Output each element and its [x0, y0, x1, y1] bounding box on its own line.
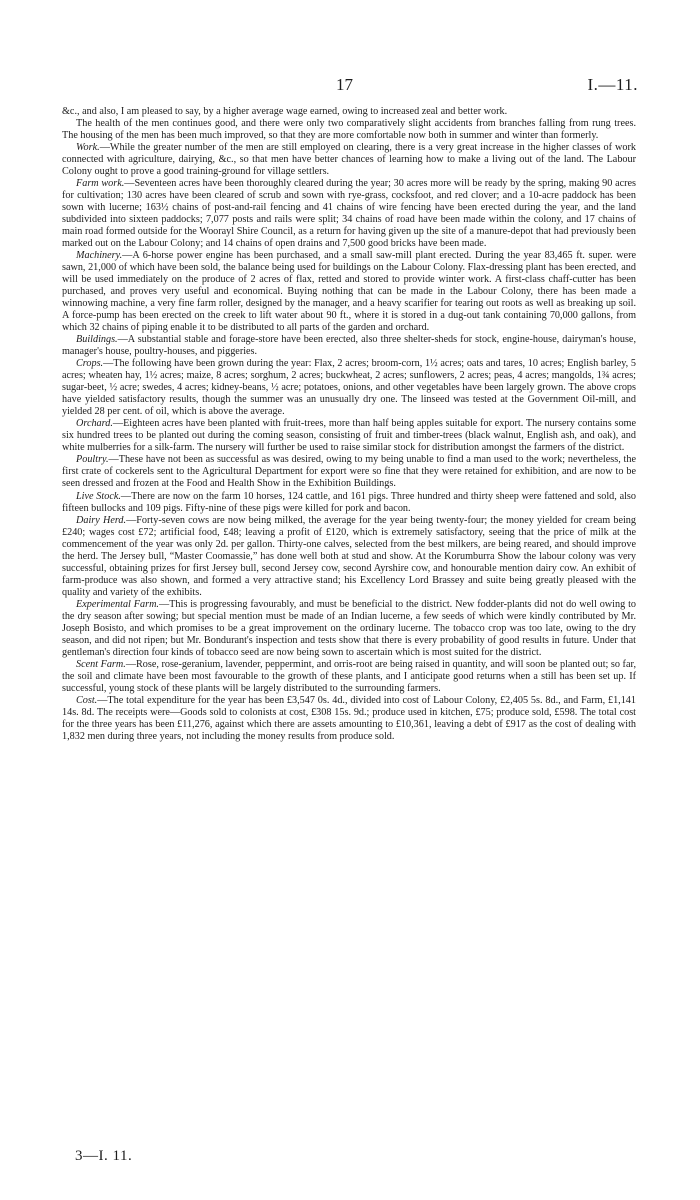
paragraph-farm-work: Farm work.—Seventeen acres have been thoroughly cleared during the year; 30 acres more will be ready by the spring, making 90 acres for cultivation; 130 acres have been cleared of scrub and sown with rye-grass, cocksfoot, and red clover; and a 10-acre paddock has been sown with lucerne; 163½ chains of post-and-rail fencing and 41 chains of wire fencing have been erected during the year, and the land subdivided into sixteen paddocks; 7,077 posts and rails were split; 34 chains of road have been made within the colony, and 17 chains of main road formed outside for the Woorayl Shire Council, as a return for having given up the site of a manure-depot that had previously been marked out on the Labour Colony; and 14 chains of open drains and 7,500 good bricks have been made. — [62, 178, 636, 250]
paragraph-dairy-herd: Dairy Herd.—Forty-seven cows are now being milked, the average for the year being twenty-four; the money yielded for cream being £240; wages cost £72; artificial food, £48; leaving a profit of £120, which is extremely satisfactory, seeing that the price of milk at the commencement of the year was only 2d. per gallon. Thirty-one calves, selected from the best milkers, are being reared, and should improve the herd. The Jersey bull, “Master Coomassie,” has done well both at stud and show. At the Korumburra Show the labour colony was very successful, obtaining prizes for first Jersey bull, second Jersey cow, second Ayrshire cow, and honourable mention dairy cow. An exhibit of farm-produce was also shown, and formed a very attractive stand; his Excellency Lord Brassey and suite being greatly pleased with the quality and variety of the exhibits. — [62, 514, 636, 598]
paragraph-crops: Crops.—The following have been grown during the year: Flax, 2 acres; broom-corn, 1½ acres; oats and tares, 10 acres; English barley, 5 acres; wheaten hay, 1½ acres; maize, 8 acres; sorghum, 2 acres; buckwheat, 2 acres; sunflowers, 2 acres; peas, 4 acres; mangolds, 1¾ acres; sugar-beet, ½ acre; swedes, 4 acres; kidney-beans, ½ acre; potatoes, onions, and other vegetables have been largely grown. The above crops have yielded satisfactory results, though the summer was an unusually dry one. The linseed was tested at the Government Oil-mill, and yielded 28 per cent. of oil, which is above the average. — [62, 358, 636, 418]
paragraph-heading: Cost. — [76, 694, 98, 706]
paragraph-experimental-farm: Experimental Farm.—This is progressing favourably, and must be beneficial to the district. New fodder-plants did not do well owing to the dry season after sowing; but special mention must be made of an Indian lucerne, a few seeds of which were kindly contributed by Mr. Joseph Bosisto, and which promises to be a great improvement on the ordinary lucerne. The tobacco crop was too late, owing to the dry season, and did not ripen; but Mr. Bondurant's inspection and tests show that there is every probability of good results in future. Under that gentleman's direction four kinds of tobacco seed are now being sown to ascertain which is most suited for the district. — [62, 598, 636, 658]
report-body — [62, 106, 636, 743]
paragraph-heading: Dairy Herd. — [76, 514, 127, 526]
page-number: 17 — [336, 75, 353, 94]
paragraph-live-stock: Live Stock.—There are now on the farm 10 horses, 124 cattle, and 161 pigs. Three hundred and thirty sheep were fattened and sold, also fifteen bullocks and 109 pigs. Fifty-nine of these pigs were killed for pork and bacon. — [62, 490, 636, 514]
paragraph-heading: Machinery. — [76, 250, 123, 262]
paragraph-heading: Experimental Farm. — [76, 598, 159, 610]
paragraph-poultry: Poultry.—These have not been as successful as was desired, owing to my being unable to find a man used to the work; nevertheless, the first crate of cockerels sent to the Agricultural Department for export were so fine that they were retained for exhibition, and are now to be seen dressed and frozen at the Food and Health Show in the Exhibition Buildings. — [62, 454, 636, 490]
paragraph-machinery: Machinery.—A 6-horse power engine has been purchased, and a small saw-mill plant erected. During the year 83,465 ft. super. were sawn, 21,000 of which have been sold, the balance being used for buildings on the Labour Colony. Flax-dressing plant has been erected, and will be used immediately on the produce of 2 acres of flax, retted and stored to provide winter work. A first-class chaff-cutter has been purchased, and proves very useful and economical. Buying nothing that can be made in the Labour Colony, there has been made a winnowing machine, a very fine farm roller, designed by the manager, and a heavy scarifier for tearing out roots as well as breaking up soil. A force-pump has been erected on the creek to lift water about 90 ft., where it is stored in a dug-out tank containing 70,000 gallons, from which 32 chains of piping enable it to be distributed to all parts of the garden and orchard. — [62, 250, 636, 334]
paragraph-heading: Buildings. — [76, 334, 118, 346]
paragraph-heading: Poultry. — [76, 454, 109, 466]
paragraph-orchard: Orchard.—Eighteen acres have been planted with fruit-trees, more than half being apples suitable for export. The nursery contains some six hundred trees to be planted out during the coming season, consisting of fruit and timber-trees (black walnut, English ash, and oak), and white mulberries for a silk-farm. The nursery will further be used to raise similar stock for distribution amongst the farmers of the district. — [62, 418, 636, 454]
paragraph-heading: Scent Farm. — [76, 658, 126, 670]
paragraph-heading: Live Stock. — [76, 490, 121, 502]
paragraph-heading: Farm work. — [76, 178, 125, 190]
paragraph-continuation: &c., and also, I am pleased to say, by a higher average wage earned, owing to increased zeal and better work. — [62, 106, 508, 117]
paragraph-heading: Crops. — [76, 358, 104, 370]
paragraph-work: Work.—While the greater number of the men are still employed on clearing, there is a very great increase in the higher classes of work connected with agriculture, dairying, &c., so that men have better chances of learning how to make a living out of the land. The Labour Colony ought to prove a good training-ground for village settlers. — [62, 142, 636, 178]
paragraph-heading: Orchard. — [76, 418, 113, 430]
signature-mark: 3—I. 11. — [75, 1148, 133, 1164]
paragraph-buildings: Buildings.—A substantial stable and forage-store have been erected, also three shelter-sheds for stock, engine-house, dairyman's house, manager's house, poultry-houses, and piggeries. — [62, 334, 636, 358]
paragraph-scent-farm: Scent Farm.—Rose, rose-geranium, lavender, peppermint, and orris-root are being raised in quantity, and will soon be planted out; so far, the soil and climate have been most favourable to the growth of these plants, and I anticipate good returns when a still has been set up. If successful, young stock of these plants will be largely distributed to the surrounding farmers. — [62, 658, 636, 694]
document-reference: I.—11. — [587, 75, 638, 94]
paragraph-heading: Work. — [76, 142, 100, 154]
paragraph-cost: Cost.—The total expenditure for the year has been £3,547 0s. 4d., divided into cost of Labour Colony, £2,405 5s. 8d., and Farm, £1,141 14s. 8d. The receipts were—Goods sold to colonists at cost, £308 15s. 9d.; produce used in kitchen, £75; produce sold, £598. The total cost for the three years has been £11,276, against which there are assets amounting to £10,361, leaving a debt of £917 as the cost of dealing with 1,832 men during three years, not including the money results from produce sold. — [62, 694, 636, 742]
paragraph-health: The health of the men continues good, and there were only two comparatively slight accidents from branches falling from rung trees. The housing of the men has been much improved, so that they are more comfortable now both in summer and winter than formerly. — [62, 118, 636, 142]
